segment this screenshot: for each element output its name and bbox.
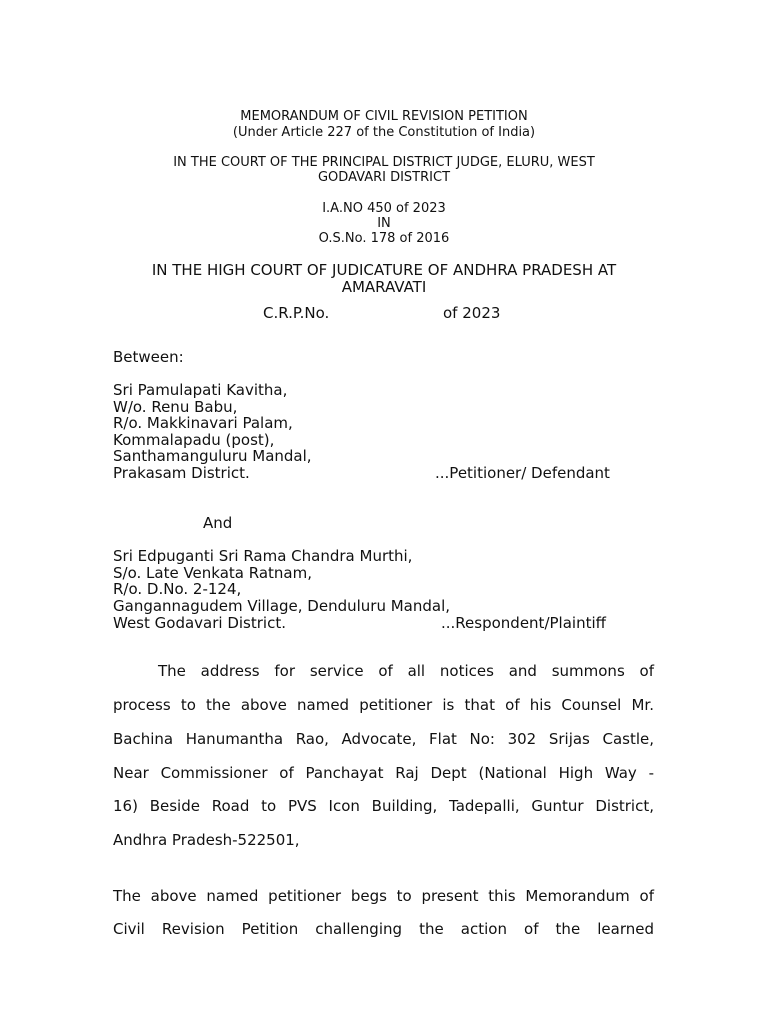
petitioner-line: Santhamanguluru Mandal, bbox=[113, 447, 312, 465]
paragraph-line: Civil Revision Petition challenging the action of the learned bbox=[113, 920, 654, 938]
respondent-line: Gangannagudem Village, Denduluru Mandal, bbox=[113, 597, 451, 615]
respondent-line: S/o. Late Venkata Ratnam, bbox=[113, 564, 312, 582]
paragraph-line: Bachina Hanumantha Rao, Advocate, Flat No: 302 Srijas Castle, bbox=[113, 730, 654, 748]
respondent-role: ...Respondent/Plaintiff bbox=[441, 614, 606, 632]
paragraph-line: Near Commissioner of Panchayat Raj Dept (National High Way - bbox=[113, 764, 654, 782]
in-word: IN bbox=[377, 216, 391, 231]
memo-title: MEMORANDUM OF CIVIL REVISION PETITION bbox=[240, 109, 528, 124]
ia-number: I.A.NO 450 of 2023 bbox=[322, 201, 446, 216]
petitioner-line: Kommalapadu (post), bbox=[113, 431, 275, 449]
and-label: And bbox=[203, 514, 233, 532]
crp-year: of 2023 bbox=[443, 304, 501, 322]
petitioner-line: W/o. Renu Babu, bbox=[113, 398, 238, 416]
petitioner-line: R/o. Makkinavari Palam, bbox=[113, 414, 293, 432]
memo-subtitle: (Under Article 227 of the Constitution of India) bbox=[232, 125, 536, 140]
respondent-line: Sri Edpuganti Sri Rama Chandra Murthi, bbox=[113, 547, 413, 565]
paragraph-line: Andhra Pradesh-522501, bbox=[113, 831, 300, 849]
paragraph-line: process to the above named petitioner is that of his Counsel Mr. bbox=[113, 696, 654, 714]
paragraph-line: The above named petitioner begs to present this Memorandum of bbox=[113, 887, 654, 905]
paragraph-line: The address for service of all notices and summons of bbox=[158, 662, 654, 680]
lower-court-line-1: IN THE COURT OF THE PRINCIPAL DISTRICT JUDGE, ELURU, WEST bbox=[173, 155, 595, 170]
between-label: Between: bbox=[113, 348, 184, 366]
high-court-line-1: IN THE HIGH COURT OF JUDICATURE OF ANDHRA PRADESH AT bbox=[151, 261, 617, 279]
os-number: O.S.No. 178 of 2016 bbox=[318, 231, 450, 246]
lower-court-line-2: GODAVARI DISTRICT bbox=[317, 170, 451, 185]
respondent-line: West Godavari District. bbox=[113, 614, 286, 632]
paragraph-line: 16) Beside Road to PVS Icon Building, Tadepalli, Guntur District, bbox=[113, 797, 654, 815]
petitioner-role: ...Petitioner/ Defendant bbox=[435, 464, 610, 482]
respondent-line: R/o. D.No. 2-124, bbox=[113, 580, 242, 598]
crp-number-label: C.R.P.No. bbox=[263, 304, 330, 322]
petitioner-line: Sri Pamulapati Kavitha, bbox=[113, 381, 288, 399]
petitioner-line: Prakasam District. bbox=[113, 464, 250, 482]
high-court-line-2: AMARAVATI bbox=[341, 278, 427, 296]
